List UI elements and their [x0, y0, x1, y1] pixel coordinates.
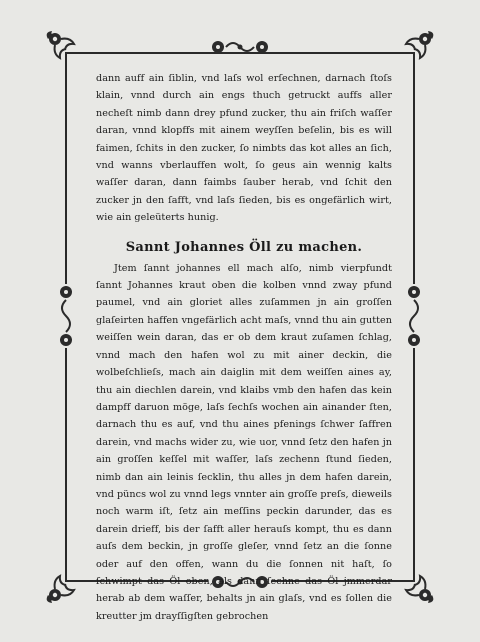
recipe-heading: Sannt Johannes Öll zu machen.	[125, 239, 363, 255]
intro-paragraph: dann auff ain ſiblin, vnd laſs wol erſechnen, darnach ſtoſs klain, vnnd durch ain engs thuch getruckt auffs aller necheſt nimb dann drey pfund zucker, thu ain friſch waſſer daran, vnnd klopffs mit ainem weyſſen beſelin, bis es will faimen, ſchits in den zucker, ſo nimbts das kot alles an ſich, vnd wanns vberlauffen wolt, ſo geus ain wennig kalts waſſer daran, dann faimbs ſauber herab, vnd ſchit den zucker jn den ſafft, vnd laſs ſieden, bis es ongefärlich wirt, wie ain geleüterts hunig.	[96, 73, 392, 224]
flower-corner-icon	[400, 570, 436, 606]
flower-corner-icon	[44, 570, 80, 606]
flower-corner-icon	[400, 28, 436, 64]
rosette-ornament-icon	[402, 280, 426, 352]
rosette-ornament-icon	[204, 36, 276, 58]
rosette-ornament-icon	[54, 280, 78, 352]
flower-corner-icon	[44, 28, 80, 64]
page-text	[96, 70, 392, 625]
recipe-paragraph: Jtem ſannt johannes ell mach alſo, nimb vierpfundt ſannt Johannes kraut oben die kolben vnnd zway pfund paumel, vnd ain gloriet alles zuſammen jn ain groſſen glaſeirten haffen vngefärlich acht maſs, vnnd thu ain gutten weiſſen wein daran, das er ob dem kraut zuſamen ſchlag, vnnd mach den hafen wol zu mit ainer deckin, die wolbeſchlieſs, mach ain daiglin mit dem weiſſen aines ay, thu ain diechlen darein, vnd klaibs vmb den hafen das kein dampff daruon möge, laſs ſechſs wochen ain ainander ſten, darnach thu es auf, vnd thu aines pfenings ſchwer ſaffren darein, vnd machs wider zu, wie uor, vnnd ſetz den hafen jn ain groſſen keſſel mit waſſer, laſs zechenn ſtund ſieden, nimb dan ain leinis ſecklin, thu alles jn dem hafen darein, vnd püncs wol zu vnnd legs vnnter ain groſſe preſs, dieweils noch warm iſt, ſetz ain meſſins peckin darunder, das es darein drieff, bis der ſafft aller herauſs kompt, thu es dann auſs dem beckin, jn groſſe gleſer, vnnd ſetz an die ſonne oder auf den offen, wann du die ſonnen nit haſt, ſo ſchwimpt das Öl oben, als dann ſechne das Öl jmmerdar herab ab dem waſſer, behalts jn ain glaſs, vnd es ſollen die kreutter jm drayſſigſten gebrochen	[96, 262, 392, 622]
